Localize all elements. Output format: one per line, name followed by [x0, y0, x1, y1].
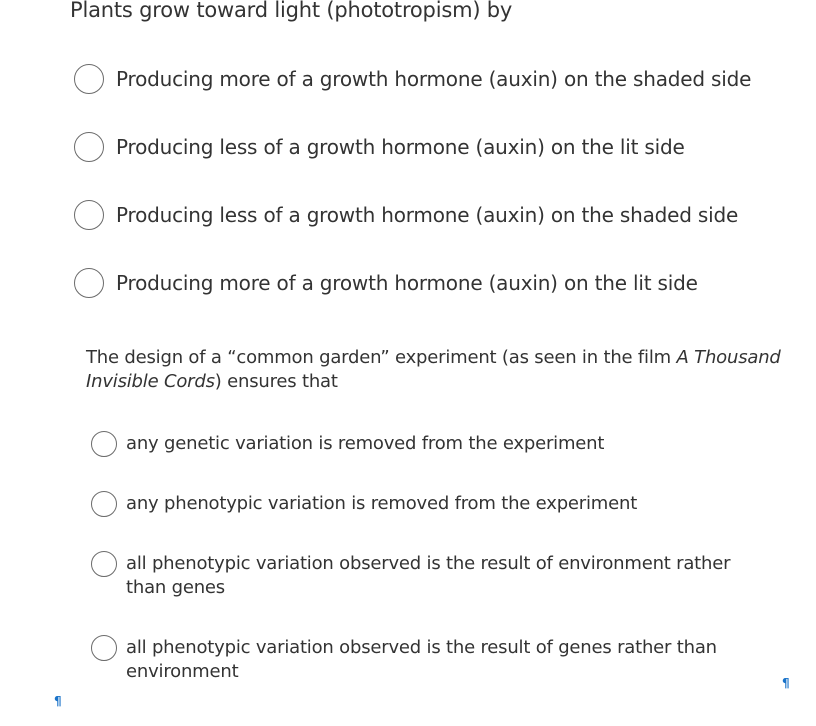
option-label: Producing less of a growth hormone (auxin) on the lit side — [116, 135, 685, 159]
radio-button[interactable] — [91, 551, 117, 577]
question-1-prompt: Plants grow toward light (phototropism) by — [70, 0, 513, 22]
question-2-option-3[interactable] — [91, 552, 746, 600]
radio-button[interactable] — [91, 635, 117, 661]
option-label: Producing more of a growth hormone (auxin) on the shaded side — [116, 67, 752, 91]
question-1-option-2[interactable] — [74, 132, 685, 162]
question-2-option-1[interactable] — [91, 432, 766, 457]
question-2-option-4[interactable] — [91, 636, 726, 684]
pilcrow-mark-right: ¶ — [782, 676, 790, 690]
radio-button[interactable] — [91, 431, 117, 457]
option-label: any phenotypic variation is removed from the experiment — [126, 493, 638, 514]
option-label: all phenotypic variation observed is the result of genes rather than environment — [126, 637, 717, 682]
question-2-option-2[interactable] — [91, 492, 766, 517]
prompt-text-start: The design of a “common garden” experiment (as seen in the film — [86, 347, 677, 368]
film-title: A Thousand Invisible Cords — [86, 347, 781, 392]
question-1-option-1[interactable] — [74, 64, 751, 94]
option-label: all phenotypic variation observed is the result of environment rather than genes — [126, 553, 731, 598]
prompt-text-end: ) ensures that — [214, 371, 338, 392]
radio-button[interactable] — [74, 268, 104, 298]
question-1-option-3[interactable] — [74, 200, 738, 230]
radio-button[interactable] — [74, 200, 104, 230]
option-label: Producing more of a growth hormone (auxin) on the lit side — [116, 271, 698, 295]
pilcrow-mark-left: ¶ — [54, 694, 62, 708]
radio-button[interactable] — [74, 64, 104, 94]
option-label: Producing less of a growth hormone (auxin) on the shaded side — [116, 203, 739, 227]
radio-button[interactable] — [74, 132, 104, 162]
option-label: any genetic variation is removed from the experiment — [126, 433, 605, 454]
question-1-option-4[interactable] — [74, 268, 698, 298]
question-2-prompt — [86, 346, 786, 394]
radio-button[interactable] — [91, 491, 117, 517]
